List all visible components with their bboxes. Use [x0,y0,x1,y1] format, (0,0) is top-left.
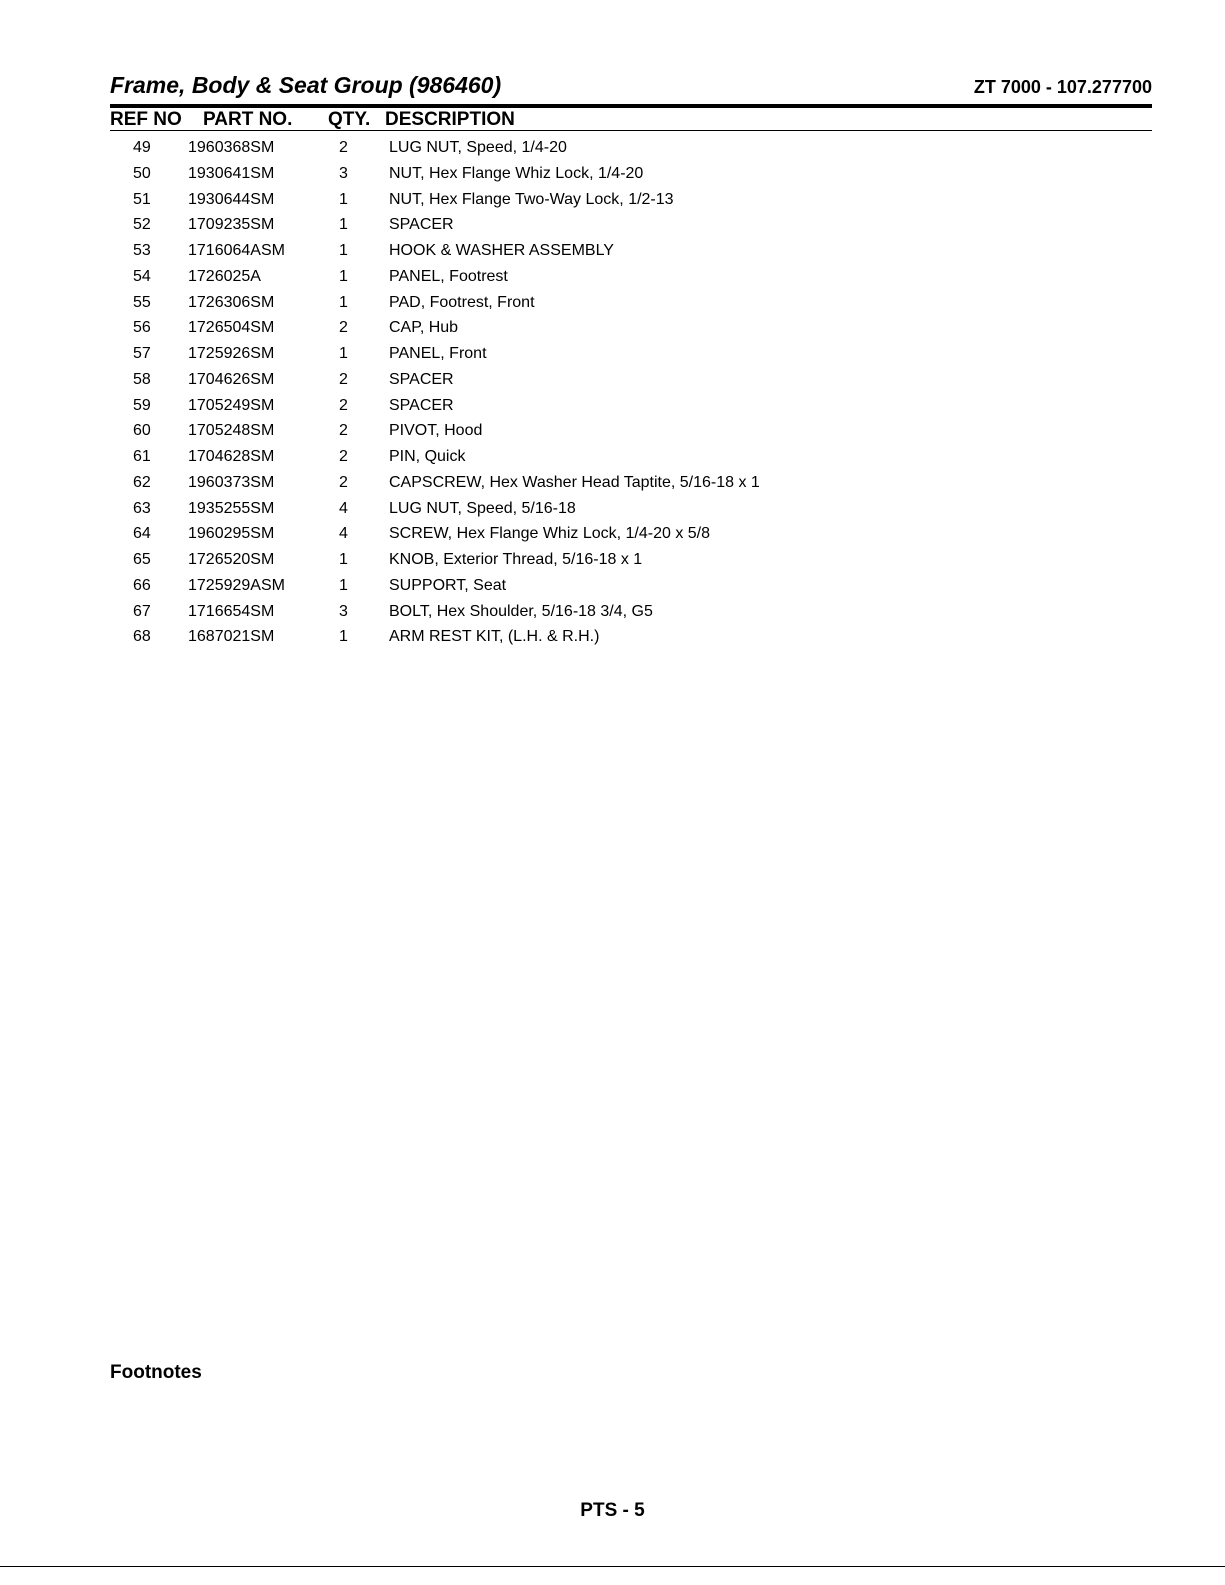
part-number: 1687021SM [188,628,275,646]
table-row [0,315,1225,341]
part-number: 1930644SM [188,190,275,208]
page-title: Frame, Body & Seat Group (986460) [110,72,502,98]
ref-number: 63 [133,499,151,517]
ref-number: 54 [133,267,151,285]
description: SPACER [389,396,454,414]
quantity: 2 [339,473,348,491]
part-number: 1725929ASM [188,576,285,594]
table-row [0,521,1225,547]
part-number: 1726504SM [188,319,275,337]
table-row [0,135,1225,161]
description: PIVOT, Hood [389,422,483,440]
part-number: 1726306SM [188,293,275,311]
table-row [0,547,1225,573]
table-row [0,264,1225,290]
page-number: PTS - 5 [580,1500,645,1521]
table-row [0,444,1225,470]
table-row [0,367,1225,393]
page-header [110,72,1152,102]
part-number: 1935255SM [188,499,275,517]
quantity: 1 [339,345,348,362]
quantity: 1 [339,576,348,594]
table-row [0,573,1225,599]
description: LUG NUT, Speed, 5/16-18 [389,499,576,517]
table-row [0,341,1225,367]
part-number: 1716064ASM [188,242,285,259]
quantity: 2 [339,422,348,440]
quantity: 2 [339,139,348,156]
part-number: 1705249SM [188,396,275,414]
ref-number: 56 [133,319,151,337]
table-row [0,212,1225,238]
ref-number: 60 [133,422,151,440]
quantity: 3 [339,602,348,620]
ref-number: 64 [133,525,151,543]
bottom-divider [0,1566,1225,1567]
header-divider [110,104,1152,108]
ref-number: 57 [133,345,151,362]
footnotes-heading: Footnotes [110,1362,202,1383]
part-number: 1704628SM [188,448,275,465]
table-row [0,161,1225,187]
description: PANEL, Front [389,345,487,362]
description: BOLT, Hex Shoulder, 5/16-18 3/4, G5 [389,602,653,620]
description: SUPPORT, Seat [389,576,507,594]
part-number: 1726025A [188,267,261,285]
table-row [0,393,1225,419]
ref-number: 58 [133,370,151,388]
description: CAPSCREW, Hex Washer Head Taptite, 5/16-18 x 1 [389,473,760,491]
ref-number: 61 [133,448,151,465]
quantity: 4 [339,499,348,517]
quantity: 2 [339,319,348,337]
description: NUT, Hex Flange Two-Way Lock, 1/2-13 [389,190,674,208]
table-row [0,470,1225,496]
table-row [0,187,1225,213]
description: KNOB, Exterior Thread, 5/16-18 x 1 [389,551,643,568]
description: NUT, Hex Flange Whiz Lock, 1/4-20 [389,164,644,182]
quantity: 1 [339,293,348,311]
quantity: 4 [339,525,348,543]
table-row [0,418,1225,444]
ref-number: 62 [133,473,151,491]
ref-number: 55 [133,293,151,311]
column-header-ref-no: REF NO [110,109,182,130]
description: PIN, Quick [389,448,466,465]
ref-number: 53 [133,242,151,259]
part-number: 1726520SM [188,551,275,568]
description: HOOK & WASHER ASSEMBLY [389,242,614,259]
part-number: 1716654SM [188,602,275,620]
ref-number: 49 [133,139,151,156]
description: ARM REST KIT, (L.H. & R.H.) [389,628,600,646]
ref-number: 67 [133,602,151,620]
column-header-description: DESCRIPTION [385,109,515,130]
part-number: 1930641SM [188,164,275,182]
ref-number: 68 [133,628,151,646]
ref-number: 50 [133,164,151,182]
quantity: 1 [339,190,348,208]
description: PAD, Footrest, Front [389,293,535,311]
part-number: 1960368SM [188,139,275,156]
quantity: 1 [339,242,348,259]
table-row [0,238,1225,264]
column-header-part-no: PART NO. [203,109,293,130]
part-number: 1704626SM [188,370,275,388]
quantity: 3 [339,164,348,182]
quantity: 2 [339,448,348,465]
quantity: 1 [339,628,348,646]
model-number: ZT 7000 - 107.277700 [973,77,1152,97]
column-header-qty: QTY. [328,109,371,130]
part-number: 1960373SM [188,473,275,491]
part-number: 1960295SM [188,525,275,543]
table-row [0,496,1225,522]
quantity: 2 [339,370,348,388]
parts-list [0,135,1225,650]
quantity: 1 [339,267,348,285]
description: CAP, Hub [389,319,459,337]
column-header-divider [110,130,1152,131]
ref-number: 66 [133,576,151,594]
ref-number: 59 [133,396,151,414]
table-row [0,624,1225,650]
ref-number: 51 [133,190,151,208]
part-number: 1709235SM [188,216,275,234]
part-number: 1725926SM [188,345,275,362]
quantity: 1 [339,216,348,234]
description: LUG NUT, Speed, 1/4-20 [389,139,567,156]
quantity: 2 [339,396,348,414]
table-row [0,290,1225,316]
description: SPACER [389,216,454,234]
ref-number: 65 [133,551,151,568]
description: PANEL, Footrest [389,267,508,285]
ref-number: 52 [133,216,151,234]
description: SPACER [389,370,454,388]
description: SCREW, Hex Flange Whiz Lock, 1/4-20 x 5/8 [389,525,711,543]
part-number: 1705248SM [188,422,275,440]
table-row [0,599,1225,625]
quantity: 1 [339,551,348,568]
